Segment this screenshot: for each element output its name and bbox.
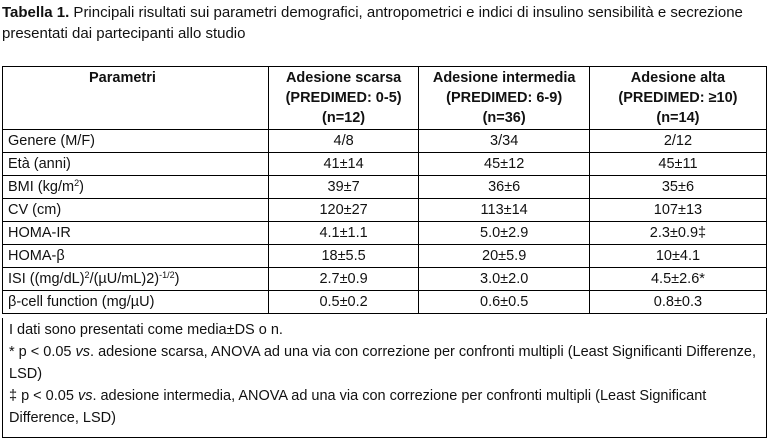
table-row — [3, 222, 767, 245]
table-row — [3, 153, 767, 176]
cell-value: 45±11 — [589, 153, 766, 176]
results-table — [2, 66, 767, 314]
cell-value: 0.6±0.5 — [419, 291, 589, 314]
cell-value: 4.5±2.6* — [589, 268, 766, 291]
caption-label: Tabella 1. — [2, 4, 70, 21]
cell-value: 113±14 — [419, 199, 589, 222]
table-row — [3, 245, 767, 268]
note-data-format: I dati sono presentati come media±DS o n. — [9, 322, 283, 338]
header-row — [3, 67, 767, 130]
header-parametri: Parametri — [3, 67, 269, 130]
cell-value: 120±27 — [268, 199, 419, 222]
row-label: HOMA-IR — [3, 222, 269, 245]
cell-value: 39±7 — [268, 176, 419, 199]
cell-value: 0.8±0.3 — [589, 291, 766, 314]
caption-text: Principali risultati sui parametri demografici, antropometrici e indici di insulino sensibilità e secrezione presentati dai partecipanti allo studio — [2, 4, 743, 42]
table-row — [3, 199, 767, 222]
cell-value: 3.0±2.0 — [419, 268, 589, 291]
cell-value: 2.3±0.9‡ — [589, 222, 766, 245]
cell-value: 10±4.1 — [589, 245, 766, 268]
table-row — [3, 291, 767, 314]
cell-value: 5.0±2.9 — [419, 222, 589, 245]
note-significance-scarsa: * p < 0.05 vs. adesione scarsa, ANOVA ad una via con correzione per confronti multipli (Least Significanti Differenze, LSD) — [9, 344, 757, 382]
table-row — [3, 130, 767, 153]
cell-value: 2.7±0.9 — [268, 268, 419, 291]
row-label: BMI $(kg/m^2)$ — [3, 176, 269, 199]
cell-value: 4.1±1.1 — [268, 222, 419, 245]
cell-value: 41±14 — [268, 153, 419, 176]
cell-value: 45±12 — [419, 153, 589, 176]
cell-value: 35±6 — [589, 176, 766, 199]
cell-value: 2/12 — [589, 130, 766, 153]
table-row — [3, 176, 767, 199]
row-label: CV (cm) — [3, 199, 269, 222]
cell-value: 18±5.5 — [268, 245, 419, 268]
table-notes — [2, 318, 767, 438]
row-label: HOMA-β — [3, 245, 269, 268]
table-caption — [2, 2, 768, 44]
cell-value: 0.5±0.2 — [268, 291, 419, 314]
header-adesione-alta: Adesione alta (PREDIMED: ≥10) (n=14) — [589, 67, 766, 130]
note-significance-intermedia: ‡ p < 0.05 vs. adesione intermedia, ANOVA ad una via con correzione per confronti multipli (Least Significant Difference, LSD) — [9, 388, 707, 426]
cell-value: 20±5.9 — [419, 245, 589, 268]
cell-value: 3/34 — [419, 130, 589, 153]
cell-value: 107±13 — [589, 199, 766, 222]
header-adesione-scarsa: Adesione scarsa (PREDIMED: 0-5) (n=12) — [268, 67, 419, 130]
header-adesione-intermedia: Adesione intermedia (PREDIMED: 6-9) (n=36) — [419, 67, 589, 130]
row-label: Età (anni) — [3, 153, 269, 176]
table-row — [3, 268, 767, 291]
row-label: Genere (M/F) — [3, 130, 269, 153]
row-label: ISI $((mg/dL)^2/(\mu U/mL)2)^{-1/2}$) — [3, 268, 269, 291]
row-label: β-cell function (mg/µU) — [3, 291, 269, 314]
cell-value: 4/8 — [268, 130, 419, 153]
cell-value: 36±6 — [419, 176, 589, 199]
